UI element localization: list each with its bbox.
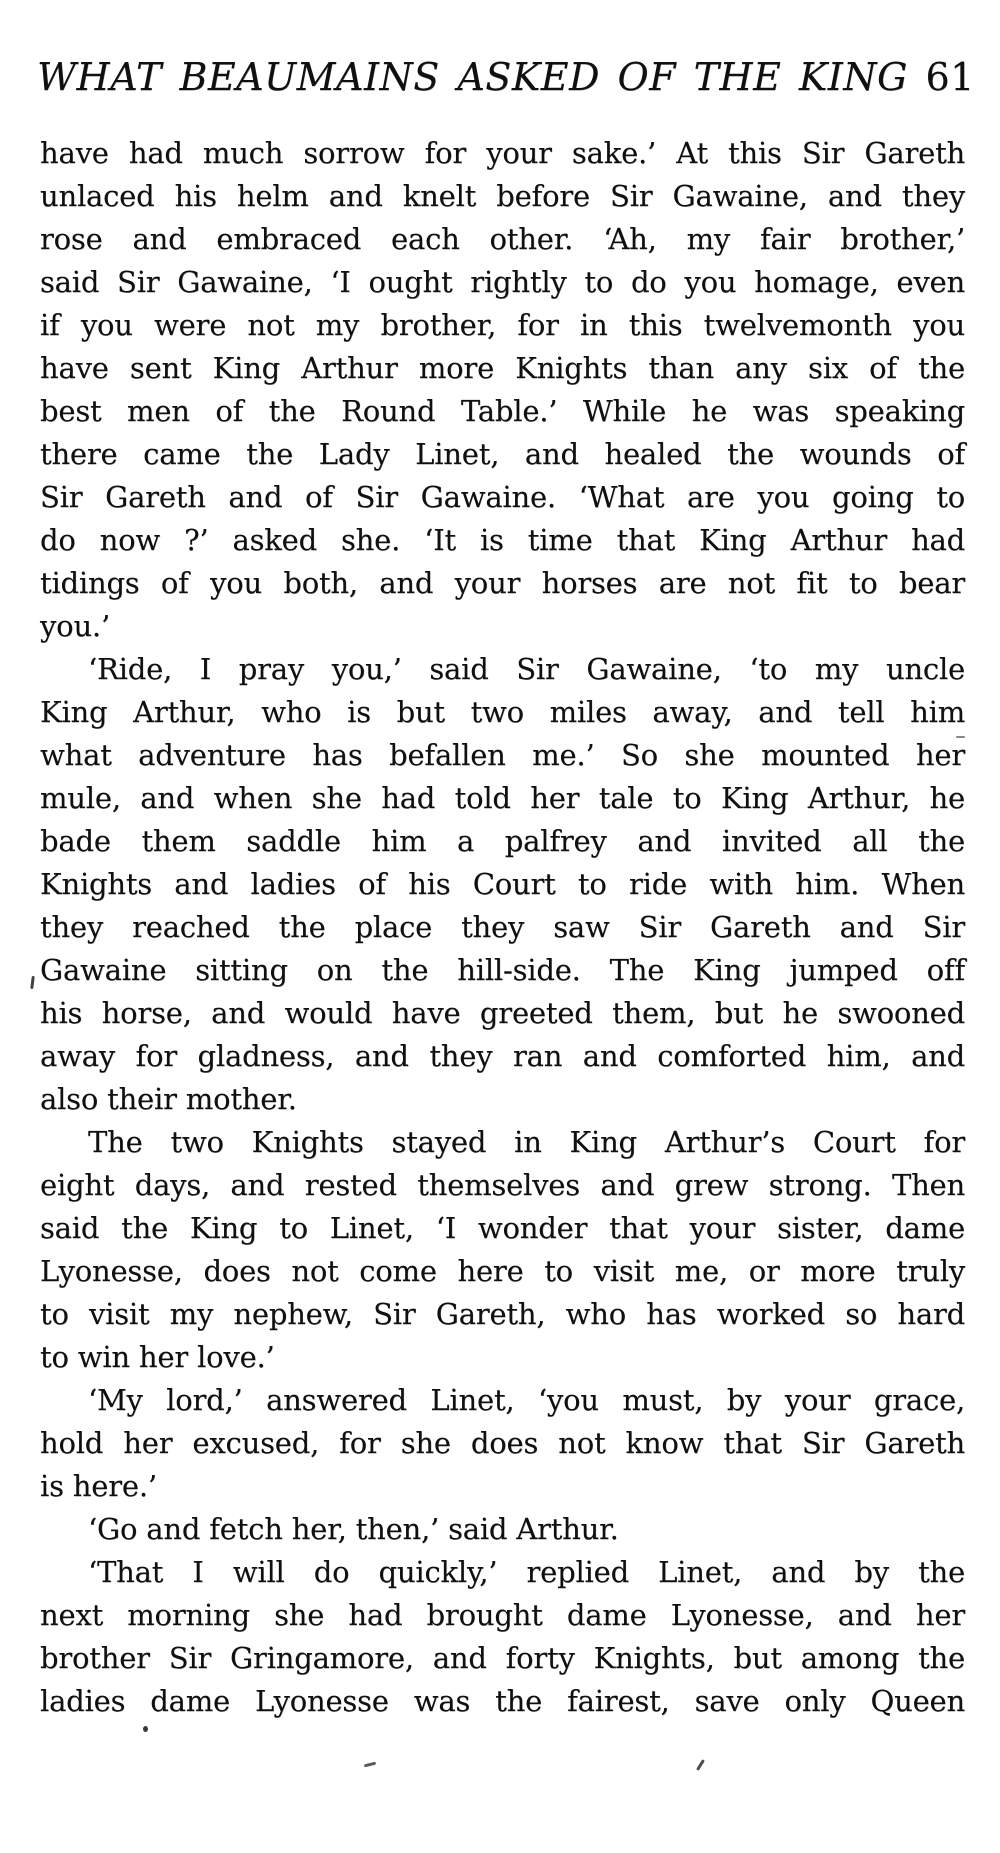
text-line: have sent King Arthur more Knights than any six of the <box>40 351 965 385</box>
text-line: Gawaine sitting on the hill-side. The King jumped off <box>40 953 965 987</box>
text-line: you.’ <box>40 609 110 643</box>
text-line: do now ?’ asked she. ‘It is time that King Arthur had <box>40 523 965 557</box>
text-line: his horse, and would have greeted them, but he swooned <box>40 996 965 1030</box>
text-line: said the King to Linet, ‘I wonder that your sister, dame <box>40 1211 965 1245</box>
text-line: next morning she had brought dame Lyonesse, and her <box>40 1598 965 1632</box>
text-line: away for gladness, and they ran and comforted him, and <box>40 1039 965 1073</box>
text-line: ‘Go and fetch her, then,’ said Arthur. <box>88 1512 619 1546</box>
text-line: to visit my nephew, Sir Gareth, who has worked so hard <box>40 1297 965 1331</box>
page-body <box>40 132 965 1723</box>
ink-speck <box>956 736 965 738</box>
ink-speck <box>30 976 35 989</box>
text-line: rose and embraced each other. ‘Ah, my fair brother,’ <box>40 222 965 256</box>
text-line: The two Knights stayed in King Arthur’s Court for <box>88 1125 965 1159</box>
text-line: is here.’ <box>40 1469 157 1503</box>
text-line: King Arthur, who is but two miles away, and tell him <box>40 695 965 729</box>
text-line: ‘Ride, I pray you,’ said Sir Gawaine, ‘to my uncle <box>88 652 965 686</box>
text-line: if you were not my brother, for in this twelvemonth you <box>40 308 965 342</box>
text-line: ladies dame Lyonesse was the fairest, save only Queen <box>40 1684 965 1718</box>
text-line: what adventure has befallen me.’ So she mounted her <box>40 738 965 772</box>
text-line: Sir Gareth and of Sir Gawaine. ‘What are you going to <box>40 480 965 514</box>
text-line: have had much sorrow for your sake.’ At this Sir Gareth <box>40 136 965 170</box>
text-line: ‘My lord,’ answered Linet, ‘you must, by your grace, <box>88 1383 965 1417</box>
page-number: 61 <box>925 55 975 99</box>
text-line: also their mother. <box>40 1082 297 1116</box>
text-line: unlaced his helm and knelt before Sir Gawaine, and they <box>40 179 965 213</box>
running-header <box>37 55 975 99</box>
ink-speck <box>364 1762 376 1768</box>
text-line: eight days, and rested themselves and grew strong. Then <box>40 1168 965 1202</box>
text-line: to win her love.’ <box>40 1340 275 1374</box>
text-line: said Sir Gawaine, ‘I ought rightly to do you homage, even <box>40 265 965 299</box>
text-line: tidings of you both, and your horses are not fit to bear <box>40 566 965 600</box>
text-line: they reached the place they saw Sir Gareth and Sir <box>40 910 965 944</box>
ink-speck <box>696 1759 705 1771</box>
text-line: brother Sir Gringamore, and forty Knights, but among the <box>40 1641 965 1675</box>
text-line: ‘That I will do quickly,’ replied Linet, and by the <box>88 1555 965 1589</box>
ink-speck <box>143 1726 148 1732</box>
text-line: Knights and ladies of his Court to ride with him. When <box>40 867 965 901</box>
text-line: Lyonesse, does not come here to visit me, or more truly <box>40 1254 965 1288</box>
text-line: hold her excused, for she does not know that Sir Gareth <box>40 1426 965 1460</box>
text-line: best men of the Round Table.’ While he was speaking <box>40 394 965 428</box>
text-line: bade them saddle him a palfrey and invited all the <box>40 824 965 858</box>
header-title: WHAT BEAUMAINS ASKED OF THE KING <box>37 55 908 99</box>
text-line: mule, and when she had told her tale to King Arthur, he <box>40 781 965 815</box>
text-line: there came the Lady Linet, and healed the wounds of <box>40 437 965 471</box>
